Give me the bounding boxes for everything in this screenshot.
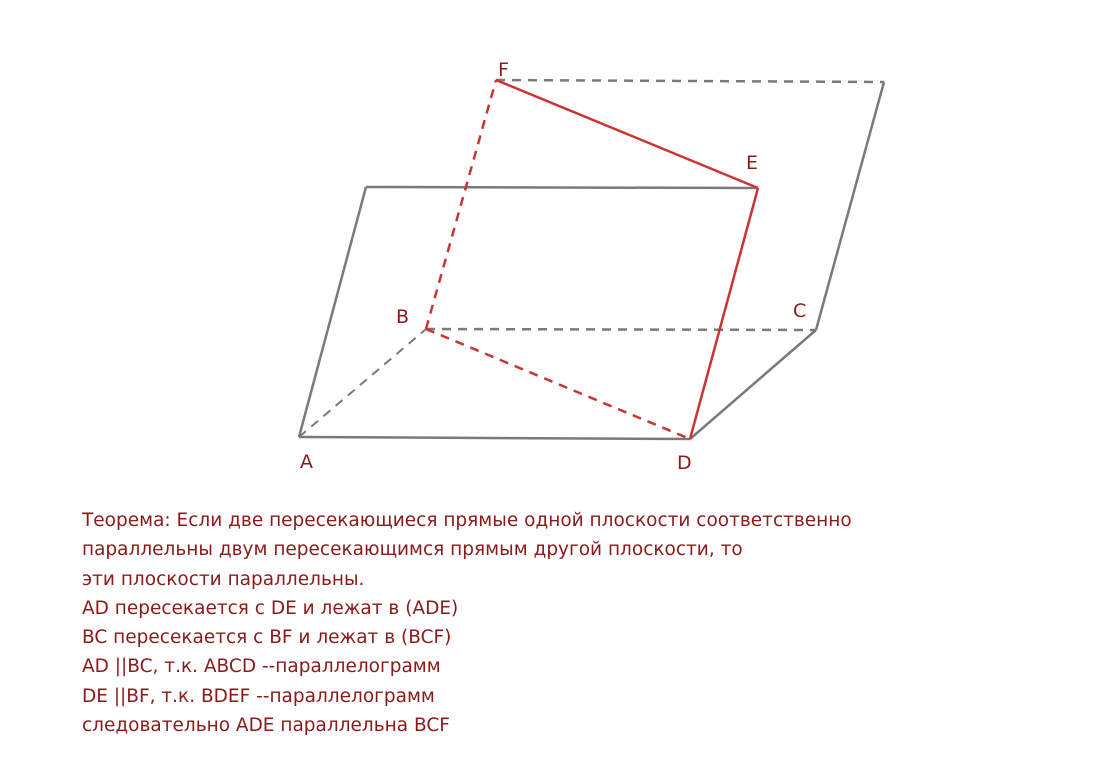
segment-bc-dashed: [426, 329, 816, 330]
text-line: AD пересекается с DE и лежат в (ADE): [82, 597, 459, 619]
theorem-text: [82, 506, 852, 740]
text-line: эти плоскости параллельны.: [82, 568, 365, 590]
label-b: B: [396, 306, 410, 328]
text-line: BC пересекается с BF и лежат в (BCF): [82, 627, 452, 649]
text-line: параллельны двум пересекающимся прямым другой плоскости, то: [82, 539, 743, 561]
segment-fe: [496, 80, 758, 188]
segment-a-upper: [299, 187, 366, 437]
segment-dc: [690, 330, 816, 439]
segment-fc-top-dashed: [496, 80, 884, 82]
text-line: следовательно ADE параллельна BCF: [82, 715, 450, 737]
segment-ad: [299, 437, 690, 439]
segment-upper-top: [366, 187, 758, 188]
segment-c-top-right: [816, 82, 884, 330]
segment-ab-dashed: [299, 329, 426, 437]
label-d: D: [677, 452, 692, 474]
segment-bd-dashed: [426, 329, 690, 439]
segment-ed: [690, 188, 758, 439]
text-line: AD ||BC, т.к. ABCD --параллелограмм: [82, 656, 441, 678]
label-e: E: [746, 152, 759, 174]
text-line: Теорема: Если две пересекающиеся прямые одной плоскости соответственно: [82, 510, 852, 531]
text-line: DE ||BF, т.к. BDEF --параллелограмм: [82, 685, 435, 707]
label-f: F: [498, 59, 509, 81]
segment-bf-dashed: [426, 80, 496, 329]
label-a: A: [300, 451, 313, 473]
label-c: C: [793, 300, 807, 322]
